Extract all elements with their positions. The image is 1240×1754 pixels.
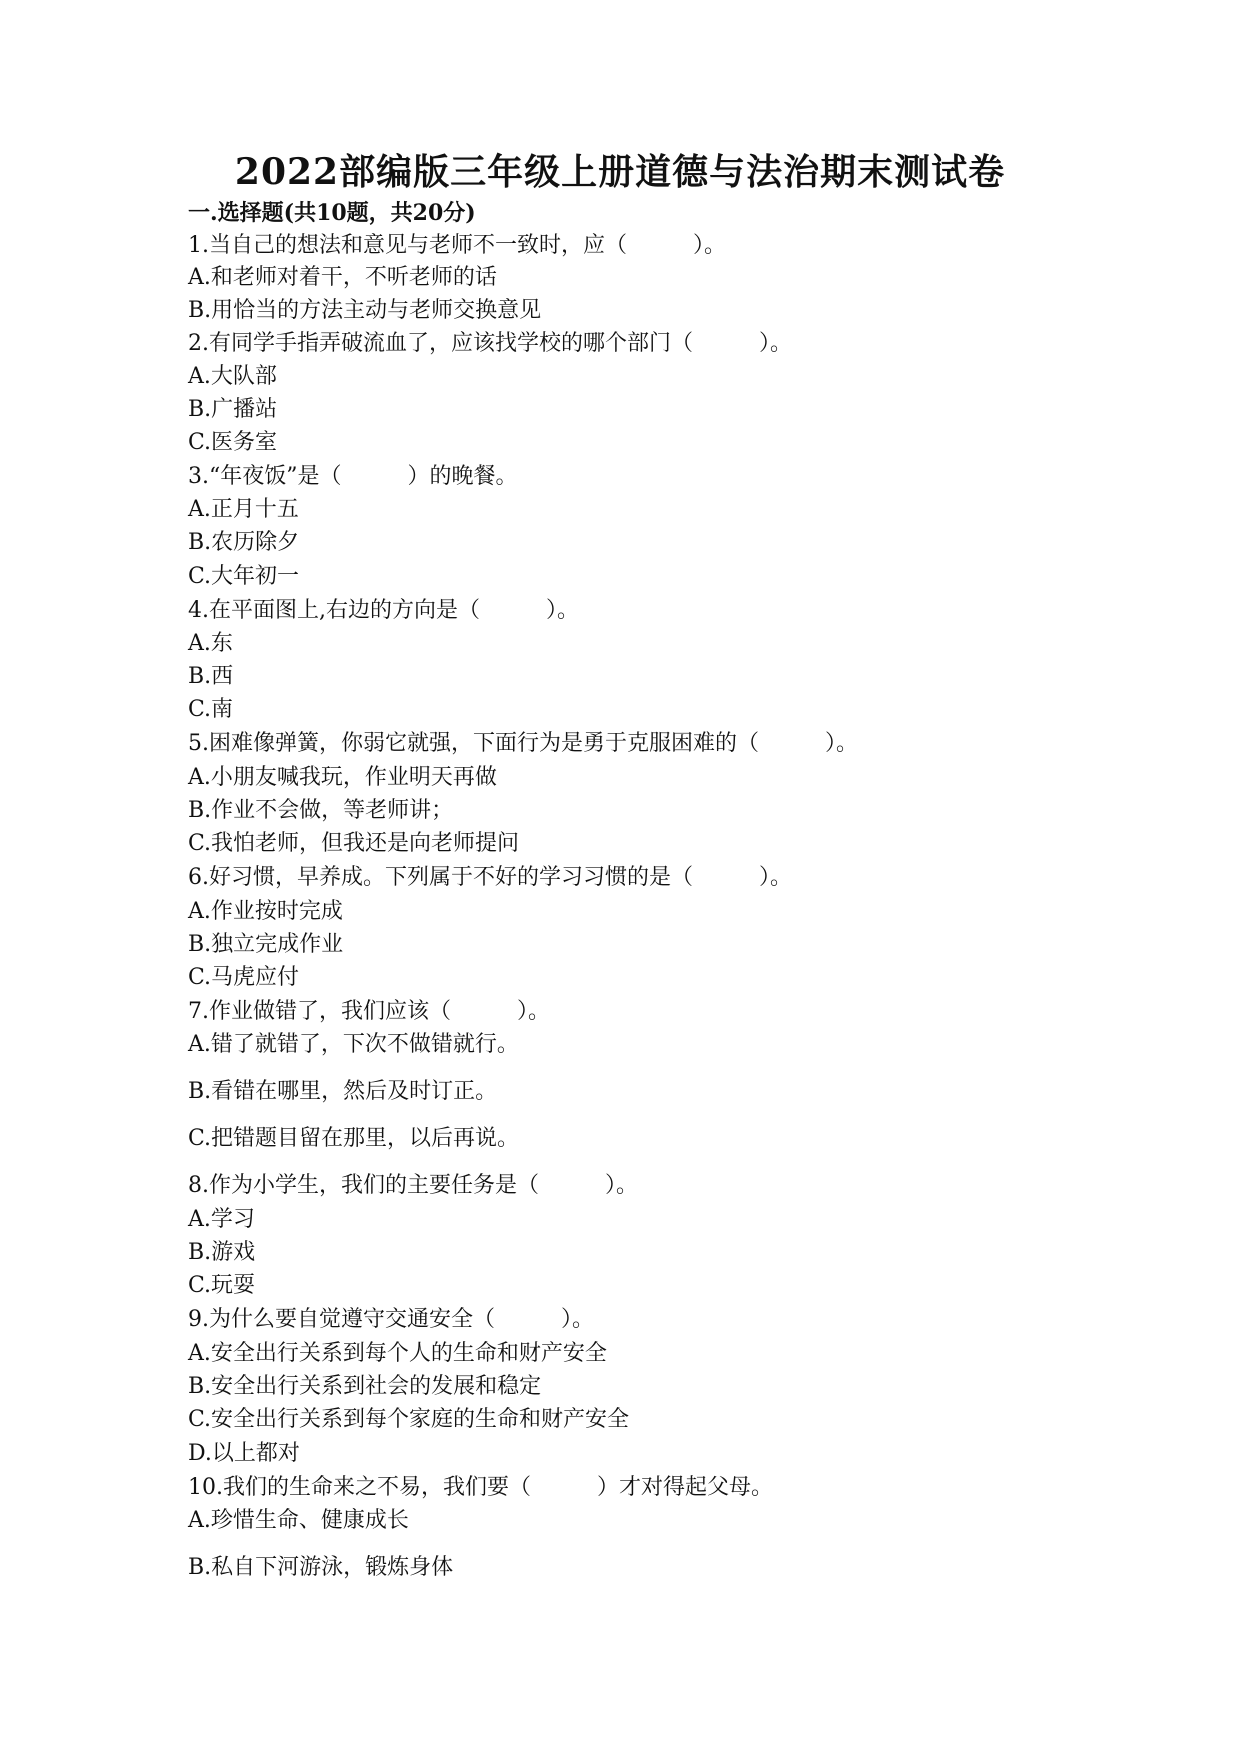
option-line: A.正月十五 <box>188 497 299 522</box>
option-line: A.和老师对着干，不听老师的话 <box>188 265 497 290</box>
option-line: C.医务室 <box>188 430 278 455</box>
option-line: D.以上都对 <box>188 1441 300 1466</box>
question-9: 9.为什么要自觉遵守交通安全（ ）。 <box>188 1307 594 1332</box>
option-line: B.看错在哪里，然后及时订正。 <box>188 1079 498 1104</box>
option-line: A.东 <box>188 631 233 656</box>
option-line: B.农历除夕 <box>188 530 300 555</box>
option-line: A.小朋友喊我玩，作业明天再做 <box>188 765 497 790</box>
question-6: 6.好习惯，早养成。下列属于不好的学习习惯的是（ ）。 <box>188 865 792 890</box>
option-line: C.我怕老师，但我还是向老师提问 <box>188 831 520 856</box>
question-10: 10.我们的生命来之不易，我们要（ ）才对得起父母。 <box>188 1475 773 1500</box>
option-line: A.珍惜生命、健康成长 <box>188 1508 409 1533</box>
option-line: B.安全出行关系到社会的发展和稳定 <box>188 1374 542 1399</box>
option-line: B.广播站 <box>188 397 278 422</box>
section-heading: 一.选择题(共10题，共20分) <box>188 200 476 226</box>
option-line: B.独立完成作业 <box>188 932 344 957</box>
question-7: 7.作业做错了，我们应该（ ）。 <box>188 999 550 1024</box>
option-line: B.西 <box>188 664 234 689</box>
question-4: 4.在平面图上,右边的方向是（ ）。 <box>188 598 579 623</box>
option-line: B.私自下河游泳，锻炼身体 <box>188 1555 454 1580</box>
question-1: 1.当自己的想法和意见与老师不一致时，应（ ）。 <box>188 233 726 258</box>
question-3: 3.“年夜饭”是（ ）的晚餐。 <box>188 464 518 489</box>
question-5: 5.困难像弹簧，你弱它就强，下面行为是勇于克服困难的（ ）。 <box>188 731 858 756</box>
option-line: B.作业不会做，等老师讲； <box>188 798 454 823</box>
question-8: 8.作为小学生，我们的主要任务是（ ）。 <box>188 1173 638 1198</box>
option-line: A.安全出行关系到每个人的生命和财产安全 <box>188 1341 607 1366</box>
option-line: C.南 <box>188 697 234 722</box>
option-line: C.把错题目留在那里，以后再说。 <box>188 1126 520 1151</box>
option-line: C.马虎应付 <box>188 965 300 990</box>
question-2: 2.有同学手指弄破流血了，应该找学校的哪个部门（ ）。 <box>188 331 792 356</box>
option-line: B.游戏 <box>188 1240 256 1265</box>
option-line: C.大年初一 <box>188 564 300 589</box>
option-line: A.大队部 <box>188 364 277 389</box>
option-line: A.错了就错了，下次不做错就行。 <box>188 1032 519 1057</box>
option-line: B.用恰当的方法主动与老师交换意见 <box>188 298 542 323</box>
option-line: C.安全出行关系到每个家庭的生命和财产安全 <box>188 1407 630 1432</box>
option-line: A.学习 <box>188 1207 255 1232</box>
option-line: A.作业按时完成 <box>188 899 343 924</box>
option-line: C.玩耍 <box>188 1273 256 1298</box>
document-title: 2022部编版三年级上册道德与法治期末测试卷 <box>234 151 1006 193</box>
